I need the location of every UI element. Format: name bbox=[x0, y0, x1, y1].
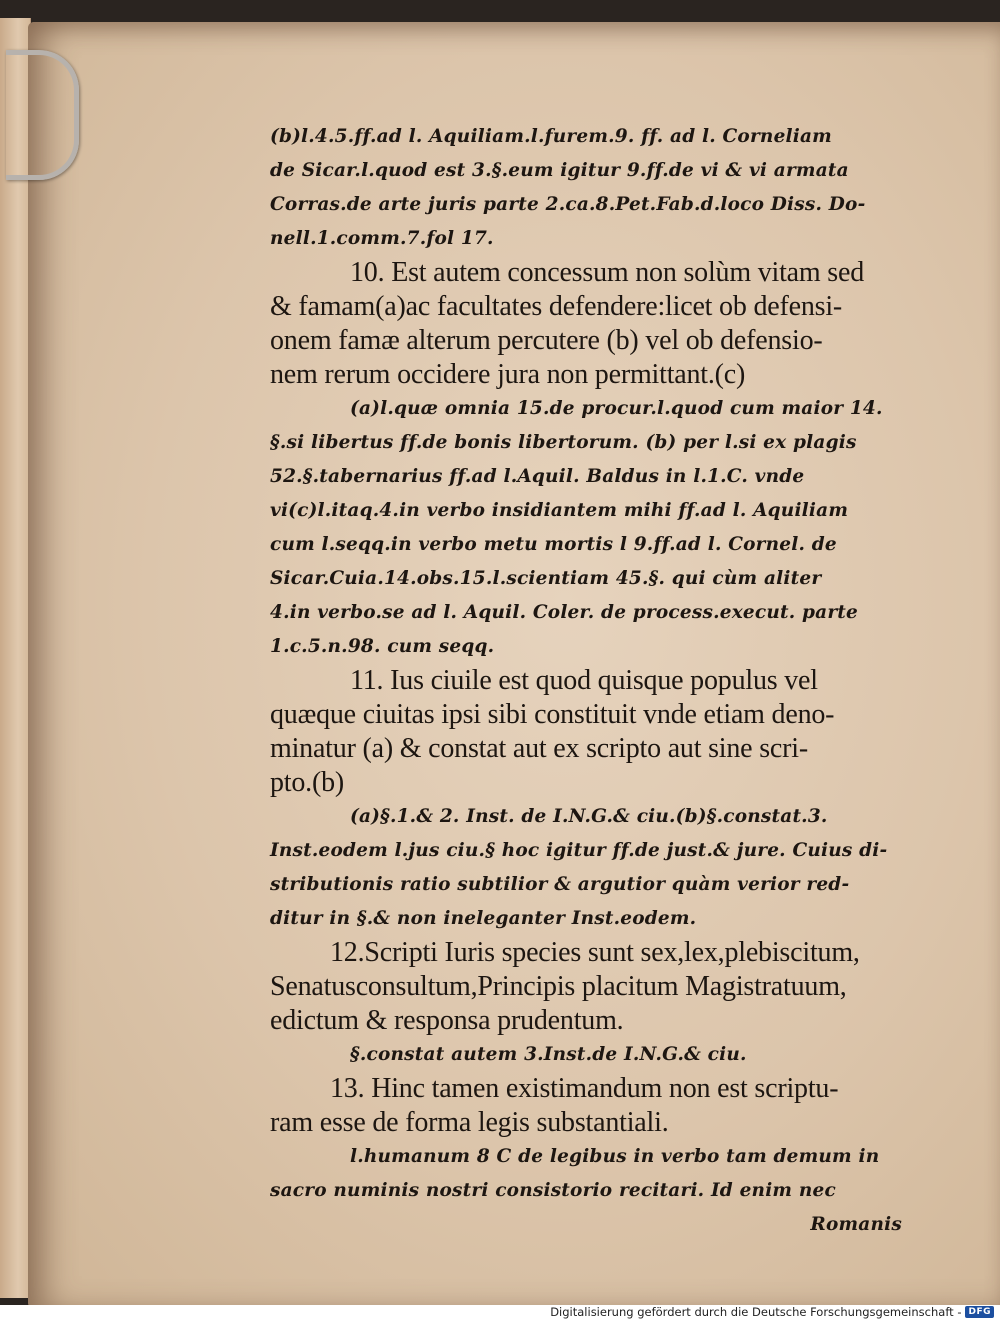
text-line: 10. Est autem concessum non solùm vitam sed bbox=[350, 257, 864, 288]
text-line: sacro numinis nostri consistorio recitari. Id enim nec bbox=[270, 1180, 836, 1201]
text-line: & famam(a)ac facultates defendere:licet ob defensi- bbox=[270, 291, 843, 322]
credit-text: Digitalisierung gefördert durch die Deutsche Forschungsgemeinschaft - bbox=[550, 1305, 962, 1319]
text-line: (a)l.quæ omnia 15.de procur.l.quod cum maior 14. bbox=[350, 398, 883, 419]
text-line: edictum & responsa prudentum. bbox=[270, 1005, 624, 1036]
text-line: minatur (a) & constat aut ex scripto aut sine scri- bbox=[270, 733, 808, 764]
text-line: pto.(b) bbox=[270, 767, 345, 798]
text-line: ditur in §.& non ineleganter Inst.eodem. bbox=[270, 908, 697, 929]
text-line: ram esse de forma legis substantiali. bbox=[270, 1107, 669, 1138]
dfg-logo-icon: DFG bbox=[965, 1306, 994, 1318]
text-line: quæque ciuitas ipsi sibi constituit vnde etiam deno- bbox=[270, 699, 835, 730]
text-line: Senatusconsultum,Principis placitum Magistratuum, bbox=[270, 971, 847, 1002]
paragraph-12 bbox=[270, 936, 920, 1038]
text-line: l.humanum 8 C de legibus in verbo tam demum in bbox=[350, 1146, 880, 1167]
footnote-block-2 bbox=[270, 392, 920, 664]
text-line: Inst.eodem l.jus ciu.§ hoc igitur ff.de just.& jure. Cuius di- bbox=[270, 840, 888, 861]
text-line: 12.Scripti Iuris species sunt sex,lex,plebiscitum, bbox=[330, 937, 860, 968]
text-line: 1.c.5.n.98. cum seqq. bbox=[270, 636, 495, 657]
text-line: §.constat autem 3.Inst.de I.N.G.& ciu. bbox=[350, 1044, 747, 1065]
text-line: Sicar.Cuia.14.obs.15.l.scientiam 45.§. qui cùm aliter bbox=[270, 568, 822, 589]
text-line: Corras.de arte juris parte 2.ca.8.Pet.Fab.d.loco Diss. Do- bbox=[270, 194, 866, 215]
paper-clip bbox=[6, 50, 79, 180]
page-edge bbox=[0, 18, 31, 1298]
footnote-block-4 bbox=[270, 1038, 920, 1072]
text-line: nem rerum occidere jura non permittant.(c) bbox=[270, 359, 746, 390]
paragraph-13 bbox=[270, 1072, 920, 1140]
text-line: cum l.seqq.in verbo metu mortis l 9.ff.ad l. Cornel. de bbox=[270, 534, 837, 555]
text-line: onem famæ alterum percutere (b) vel ob defensio- bbox=[270, 325, 823, 356]
page-text bbox=[270, 120, 920, 1242]
text-line: de Sicar.l.quod est 3.§.eum igitur 9.ff.de vi & vi armata bbox=[270, 160, 849, 181]
paragraph-10 bbox=[270, 256, 920, 392]
footnote-block-5 bbox=[270, 1140, 920, 1208]
text-line: 52.§.tabernarius ff.ad l.Aquil. Baldus in l.1.C. vnde bbox=[270, 466, 805, 487]
footnote-block-1 bbox=[270, 120, 920, 256]
text-line: nell.1.comm.7.fol 17. bbox=[270, 228, 494, 249]
text-line: 11. Ius ciuile est quod quisque populus vel bbox=[350, 665, 818, 696]
text-line: vi(c)l.itaq.4.in verbo insidiantem mihi ff.ad l. Aquiliam bbox=[270, 500, 849, 521]
text-line: §.si libertus ff.de bonis libertorum. (b) per l.si ex plagis bbox=[270, 432, 857, 453]
text-line: stributionis ratio subtilior & argutior quàm verior red- bbox=[270, 874, 850, 895]
catchword: Romanis bbox=[810, 1214, 902, 1235]
text-line: (a)§.1.& 2. Inst. de I.N.G.& ciu.(b)§.constat.3. bbox=[350, 806, 828, 827]
digitization-credit bbox=[550, 1304, 994, 1320]
paragraph-11 bbox=[270, 664, 920, 800]
footnote-block-3 bbox=[270, 800, 920, 936]
text-line: 4.in verbo.se ad l. Aquil. Coler. de process.execut. parte bbox=[270, 602, 859, 623]
text-line: 13. Hinc tamen existimandum non est scriptu- bbox=[330, 1073, 839, 1104]
text-line: (b)l.4.5.ff.ad l. Aquiliam.l.furem.9. ff. ad l. Corneliam bbox=[270, 126, 832, 147]
